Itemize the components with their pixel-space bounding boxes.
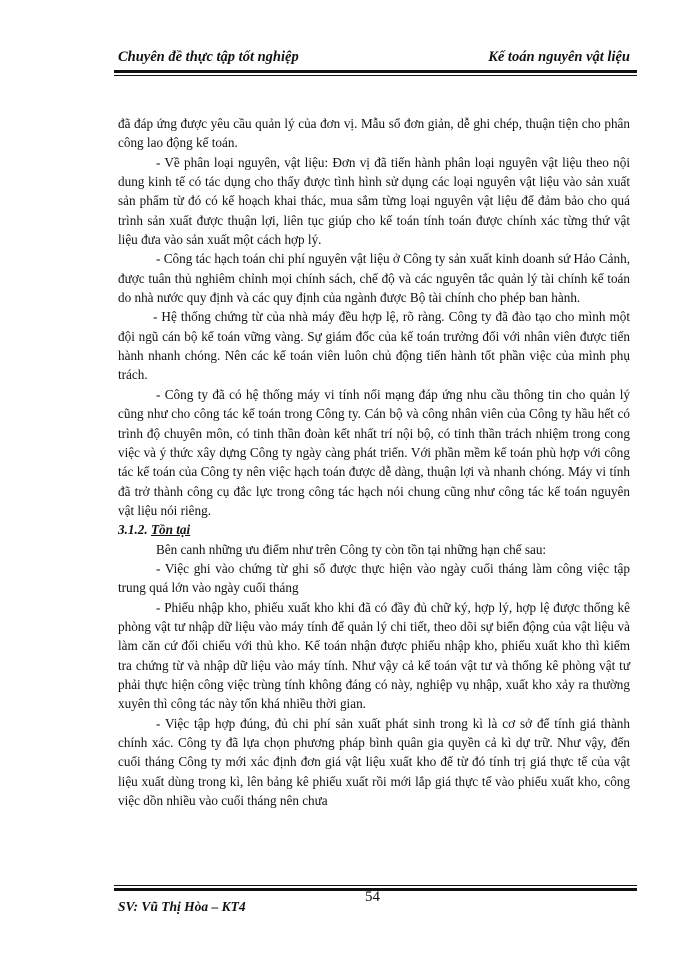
page-number: 54 (365, 889, 380, 905)
paragraph-cost-accounting: - Công tác hạch toán chi phí nguyên vật liệu ở Công ty sản xuất kinh doanh sứ Hảo Cảnh, được tuân thủ nghiêm chỉnh mọi chính sách, chế độ và các nguyên tắc quản lý tài chính kế toán do nhà nước quy định và các quy định của ngành được Bộ tài chính cho phép ban hành. (118, 251, 630, 306)
page-footer (114, 889, 636, 914)
paragraph-document-system: - Hệ thống chứng từ của nhà máy đều hợp lệ, rõ ràng. Công ty đã đào tạo cho mình một đội ngũ cán bộ kế toán vững vàng. Sự giám đốc của kế toán trưởng đối với nhân viên được tiến hành nhanh chóng. Nên các kế toán viên luôn chủ động tiến hành tốt phần việc của mình phụ trách. (118, 309, 630, 383)
paragraph-limitation-receipts: - Phiếu nhập kho, phiếu xuất kho khi đã có đầy đủ chữ ký, hợp lý, hợp lệ được thống kê phòng vật tư nhập dữ liệu vào máy tính để quản lý chi tiết, theo dõi sự biến động của vật liệu và làm căn cứ đối chiếu với thủ kho. Kế toán nhận được phiếu nhập kho, phiếu xuất kho thì kiểm tra chứng từ và nhập dữ liệu vào máy tính. Như vậy cả kế toán vật tư và thống kê phòng vật tư phải thực hiện công việc trùng tính không đáng có này, nghiệp vụ nhập, xuất kho xảy ra thường xuyên thì công tác này tốn khá nhiều thời gian. (118, 599, 630, 712)
header-chapter-title: Kế toán nguyên vật liệu (488, 49, 630, 65)
header-rule-thick (114, 70, 637, 73)
paragraph-limitation-vouchers: - Việc ghi vào chứng từ ghi sổ được thực hiện vào ngày cuối tháng làm công việc tập trung quá lớn vào ngày cuối tháng (118, 560, 630, 596)
paragraph-limitation-costing: - Việc tập hợp đúng, đủ chi phí sản xuất phát sinh trong kì là cơ sở để tính giá thành chính xác. Công ty đã lựa chọn phương pháp bình quân gia quyền cả kì dự trữ. Như vậy, đến cuối tháng Công ty mới xác định đơn giá vật liệu xuất kho để từ đó tính trị giá thực tế của vật liệu xuất dùng trong kì, lên bảng kê phiếu xuất rồi mới lắp giá thực tế vào phiếu xuất kho, công việc dồn nhiều vào cuối tháng nên chưa (118, 715, 630, 809)
paragraph-continuation: đã đáp ứng được yêu cầu quản lý của đơn vị. Mẫu sổ đơn giản, dễ ghi chép, thuận tiện cho phân công lao động kế toán. (118, 116, 630, 151)
paragraph-computer-network: - Công ty đã có hệ thống máy vi tính nối mạng đáp ứng nhu cầu thông tin cho quản lý cũng như cho công tác kế toán trong Công ty. Cán bộ và công nhân viên của Công ty hầu hết có trình độ chuyên môn, có tinh thần đoàn kết nhất trí nội bộ, có tinh thần trách nhiệm trong cong việc và ý thức xây dựng Công ty ngày càng phát triển. Với phần mềm kế toán phù hợp với công tác kế toán của Công ty nên việc hạch toán được dễ dàng, thuận lợi và nhanh chóng. Máy vi tính đã trở thành công cụ đắc lực trong công tác hạch nói chung cũng như công tác kế toán nguyên vật liệu nói riêng. (118, 386, 630, 518)
header-rule-thin (114, 75, 637, 76)
paragraph-material-classification: - Về phân loại nguyên, vật liệu: Đơn vị đã tiến hành phân loại nguyên vật liệu theo nội dung kinh tế có tác dụng cho thấy được tình hình sử dụng các loại nguyên vật liệu vào sản xuất sản phẩm từ đó có kế hoạch khai thác, mua sắm từng loại nguyên vật liệu để đảm bảo cho quá trình sản xuất được thuận lợi, liên tục giúp cho kế toán tính toán được chính xác từng thứ vật liệu đưa vào sản xuất một cách hợp lý. (118, 154, 630, 248)
footer-author: SV: Vũ Thị Hòa – KT4 (118, 899, 246, 914)
section-heading (118, 520, 630, 539)
section-title: Tồn tại (150, 522, 191, 538)
section-number: 3.1.2. (118, 522, 148, 538)
page-header (114, 47, 636, 69)
page-body (118, 114, 630, 810)
header-document-title: Chuyên đề thực tập tốt nghiệp (118, 49, 299, 65)
paragraph-limitations-intro: Bên canh những ưu điểm như trên Công ty còn tồn tại những hạn chế sau: (156, 541, 547, 557)
footer-rule-thin (114, 885, 637, 886)
